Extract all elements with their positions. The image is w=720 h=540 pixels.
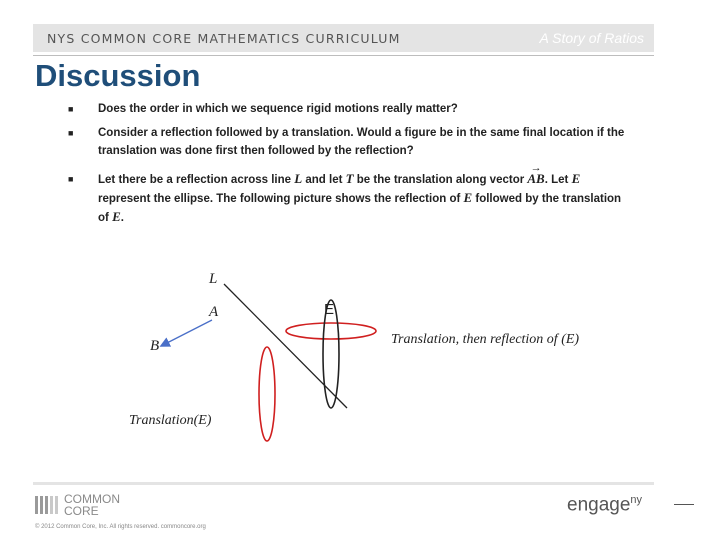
- curriculum-title: NYS COMMON CORE MATHEMATICS CURRICULUM: [47, 31, 401, 46]
- bullet-text-segment: represent the ellipse. The following picture shows the reflection of: [98, 193, 464, 205]
- bullet-text: Consider a reflection followed by a translation. Would a figure be in the same final location if the translation was done first then followed by the reflection?: [98, 127, 625, 157]
- math-symbol: T: [345, 171, 354, 186]
- ellipse-translation: [259, 347, 275, 441]
- math-symbol: E: [571, 171, 581, 186]
- label-e: E: [324, 301, 335, 318]
- copyright-text: © 2012 Common Core, Inc. All rights reserved. commoncore.org: [35, 524, 206, 530]
- footer-divider: [33, 482, 654, 485]
- label-l: L: [209, 271, 218, 287]
- bullet-text-segment: . Let: [544, 174, 572, 186]
- module-title: A Story of Ratios: [539, 30, 644, 46]
- vector-ab-arrow: [163, 320, 212, 345]
- math-symbol: E: [463, 190, 473, 205]
- math-symbol: L: [294, 171, 303, 186]
- logo-dash: [674, 504, 694, 505]
- common-core-logo-icon: [35, 494, 61, 514]
- math-symbol: E: [112, 209, 121, 224]
- label-b: B: [150, 338, 160, 354]
- vector-symbol: → AB: [527, 170, 544, 188]
- bullet-icon: ■: [68, 174, 74, 184]
- bullet-icon: ■: [68, 104, 74, 114]
- common-core-logo-text: COMMON CORE: [64, 492, 120, 518]
- ellipse-e: [286, 323, 376, 339]
- engageny-logo: engage$^{ny}$: [567, 494, 643, 516]
- label-translation-e: Translation(E): [129, 413, 212, 428]
- bullet-icon: ■: [68, 128, 74, 138]
- label-translation-then-reflection: Translation, then reflection of (E): [391, 332, 580, 347]
- bullet-text-segment: Let there be a reflection across line: [98, 174, 295, 186]
- bullet-text-segment: .: [120, 212, 124, 224]
- bullet-text: Does the order in which we sequence rigid motions really matter?: [98, 103, 458, 115]
- bullet-text-segment: and let: [302, 174, 346, 186]
- bullet-text-segment: be the translation along vector: [353, 174, 528, 186]
- bullet-text-segment: followed by the translation of: [98, 193, 622, 224]
- label-a: A: [209, 304, 219, 320]
- page-title: Discussion: [35, 58, 201, 93]
